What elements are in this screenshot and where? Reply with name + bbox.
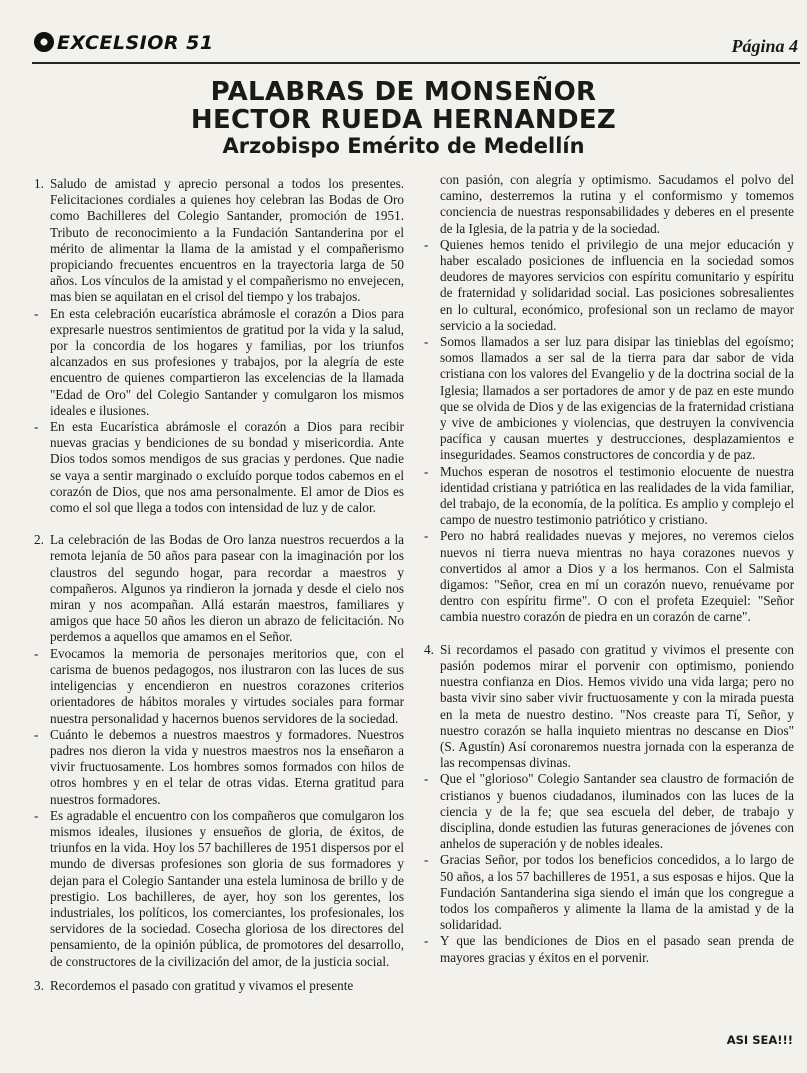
item-marker: 1. — [34, 176, 44, 191]
item-marker: - — [34, 807, 39, 823]
item-marker: - — [424, 852, 429, 868]
logo-text: EXCELSIOR 51 — [57, 32, 214, 54]
closing-text: ASI SEA!!! — [726, 1033, 793, 1047]
item-marker: - — [34, 419, 39, 435]
paragraph — [424, 642, 794, 772]
paragraph-gap — [34, 516, 404, 532]
paragraph-text: Si recordamos el pasado con gratitud y vivimos el presente con pasión podemos mirar el porvenir con optimismo, poniendo nuestra confianza en Dios. Hemos vivido una vida larga; pero no basta vivir sino saber vivir fructuosamente y con la mirada puesta en la meta de nuestro destino. "Nos creaste para Tí, Señor, y nuestro corazón se halla inquieto mientras no descanse en Dios" (S. Agustín) Así coronaremos nuestra jornada con la esperanza de las recompensas divinas. — [440, 641, 794, 771]
paragraph-text: Es agradable el encuentro con los compañeros que comulgaron los mismos ideales, ilusiones y ensueños de gloria, de éxitos, de triunfos en la vida. Hoy los 57 bachilleres de 1951 dispersos por el mundo de diversas profesiones son gloria de sus formadores y dejan para el Colegio Santander una estela luminosa de brillo y de prestigio. Los bachilleres, de ayer, hoy son los gerentes, los industriales, los políticos, los comerciantes, los profesionales, los servidores de la sociedad. Cosecha gloriosa de los directores del pensamiento, de la opinión pública, de promotores del desarrollo, de constructores de la civilización del amor, de la justicia social. — [50, 807, 404, 969]
paragraph — [34, 306, 404, 419]
right-column — [424, 172, 794, 966]
item-marker: - — [424, 463, 429, 479]
paragraph-text: En esta Eucarística abrámosle el corazón a Dios para recibir nuevas gracias y bendiciones de su bondad y misericordia. Ante Dios todos somos mendigos de sus gracias y perdones. Que nadie se vaya a sentir marginado o excluído porque todos cabemos en el corazón de Dios, que nos ama personalmente. El amor de Dios es como el sol que llega a todos con intensidad de luz y de calor. — [50, 419, 404, 516]
paragraph-text: Pero no habrá realidades nuevas y mejores, no veremos cielos nuevos ni tierra nueva mientras no haya corazones nuevos y convertidos al amor a Dios y a los hermanos. Con el Salmista digamos: "Señor, crea en mí un corazón nuevo, renuévame por dentro con espíritu firme". O con el profeta Ezequiel: "Señor cambia nuestro corazón de piedra en un corazón de carne". — [440, 528, 794, 625]
title-line-1: PALABRAS DE MONSEÑOR — [210, 77, 597, 107]
paragraph — [424, 933, 794, 965]
page-number: Página 4 — [731, 36, 798, 56]
item-marker: - — [34, 645, 39, 661]
page-header — [32, 30, 800, 64]
paragraph — [34, 532, 404, 645]
paragraph — [424, 771, 794, 852]
paragraph — [34, 646, 404, 727]
paragraph-text: En esta celebración eucarística abrámosle el corazón a Dios para expresarle nuestros sentimientos de gratitud por la vida y la salud, por la concordia de los hogares y familias, por los triunfos alcanzados en sus profesiones y trabajos, por la alegría de este encuentro de quienes compartieron las excelencias de la llamada "Edad de Oro" del Colegio Santander y comulgaron los mismos ideales e ilusiones. — [50, 305, 404, 418]
paragraph-text: Muchos esperan de nosotros el testimonio elocuente de nuestra identidad cristiana y patriótica en las realidades de la vida familiar, del trabajo, de la economía, de la política. Es amplio y complejo el campo de nuestro testimonio patriótico y cristiano. — [440, 463, 794, 528]
paragraph — [34, 727, 404, 808]
paragraph-text: La celebración de las Bodas de Oro lanza nuestros recuerdos a la remota lejanía de 50 años para pasear con la imaginación por los claustros del segundo hogar, para recordar a maestros y compañeros. Algunos ya rindieron la jornada y desde el cielo nos miran y nos acompañan. Allá estarán maestros, familiares y amigos que hace 50 años les dieron un abrazo de felicitación. No perdemos a aquellos que amamos en el Señor. — [50, 532, 404, 645]
paragraph-text: Evocamos la memoria de personajes meritorios que, con el carisma de buenos pedagogos, nos ilustraron con las luces de sus inteligencias y encendieron en nuestros corazones criterios orientadores de hábitos morales y virtudes sociales para formar nuestra personalidad y hacernos buenos servidores de la sociedad. — [50, 645, 404, 726]
paragraph — [34, 176, 404, 306]
paragraph-text: Saludo de amistad y aprecio personal a todos los presentes. Felicitaciones cordiales a quienes hoy celebran las Bodas de Oro como Bachilleres del Colegio Santander, promoción de 1951. Tributo de reconocimiento a la Fundación Santanderina por el mérito de alimentar la llama de la amistad y el compañerismo propiciando frecuentes encuentros en la trayectoria larga de 50 años. Los vínculos de la amistad y el compañerismo no envejecen, mas bien se aquilatan en el crisol del tiempo y los trabajos. — [50, 176, 404, 305]
item-marker: - — [34, 305, 39, 321]
left-column — [34, 176, 404, 994]
paragraph-text: Recordemos el pasado con gratitud y vivamos el presente — [50, 977, 354, 993]
paragraph-text: Que el "glorioso" Colegio Santander sea claustro de formación de cristianos y buenos ciudadanos, iluminados con las luces de la ciencia y de la fe; que sea escuela del deber, de trabajo y disciplina, donde estudien las futuras generaciones de jóvenes con anhelos de superación y de nobles ideales. — [440, 771, 794, 852]
item-marker: - — [424, 334, 429, 350]
paragraph — [34, 419, 404, 516]
article-title-block — [0, 78, 807, 159]
paragraph-text: Gracias Señor, por todos los beneficios concedidos, a lo largo de 50 años, a los 57 bachilleres de 1951, a sus esposas e hijos. Que la Fundación Santanderina siga siendo el imán que los congregue a todos los compañeros y alimente la llama de la amistad y de la solidaridad. — [440, 852, 794, 933]
paragraph-text: Y que las bendiciones de Dios en el pasado sean prenda de mayores gracias y éxitos en el porvenir. — [440, 933, 794, 965]
seal-icon — [34, 32, 54, 52]
item-marker: - — [424, 771, 429, 787]
paragraph — [34, 978, 404, 994]
item-marker: - — [34, 726, 39, 742]
paragraph-gap — [424, 626, 794, 642]
paragraph — [424, 852, 794, 933]
paragraph — [424, 464, 794, 529]
paragraph-gap — [34, 970, 404, 978]
paragraph — [424, 172, 794, 237]
paragraph-text: Somos llamados a ser luz para disipar las tinieblas del egoísmo; somos llamados a ser sal de la tierra para dar sabor de vida cristiana con los valores del Evangelio y de la doctrina social de la Iglesia; llamados a ser portadores de amor y de paz en este mundo que se olvida de Dios y de las exigencias de la fraternidad cristiana y vive de ambiciones y violencias, que destruyen la convivencia pacífica y causan muertes y destrucciones, desplazamientos e inseguridades. Seamos constructores de concordia y de paz. — [440, 334, 794, 463]
paragraph-text: Cuánto le debemos a nuestros maestros y formadores. Nuestros padres nos dieron la vida y nuestros maestros nos la enseñaron a vivir fructuosamente. Los hombres somos formados con hilos de otros hombres y en el telar de otras vidas. Eterna gratitud para nuestros formadores. — [50, 726, 404, 807]
paragraph — [424, 334, 794, 464]
item-marker: - — [424, 933, 429, 949]
paragraph-text: con pasión, con alegría y optimismo. Sacudamos el polvo del camino, desterremos la rutina y el conformismo y tomemos conciencia de nuestras responsabilidades y deberes en el presente de la Iglesia, de la patria y de la sociedad. — [440, 172, 794, 236]
item-marker: 2. — [34, 532, 44, 548]
title-subtitle: Arzobispo Emérito de Medellín — [222, 134, 585, 158]
item-marker: 4. — [424, 641, 434, 657]
title-line-2: HECTOR RUEDA HERNANDEZ — [190, 105, 617, 135]
paragraph-text: Quienes hemos tenido el privilegio de una mejor educación y haber escalado posiciones de influencia en la sociedad somos deudores de mayores servicios con espíritu comunitario y espíritu de fraternidad y solidaridad social. Las posiciones sobresalientes en lo cultural, económico, profesional son un reclamo de mayor servicio a la sociedad. — [440, 236, 794, 333]
masthead-logo — [34, 32, 214, 54]
item-marker: - — [424, 236, 429, 252]
paragraph — [424, 237, 794, 334]
item-marker: 3. — [34, 977, 44, 993]
paragraph — [34, 808, 404, 970]
item-marker: - — [424, 528, 429, 544]
paragraph — [424, 528, 794, 625]
